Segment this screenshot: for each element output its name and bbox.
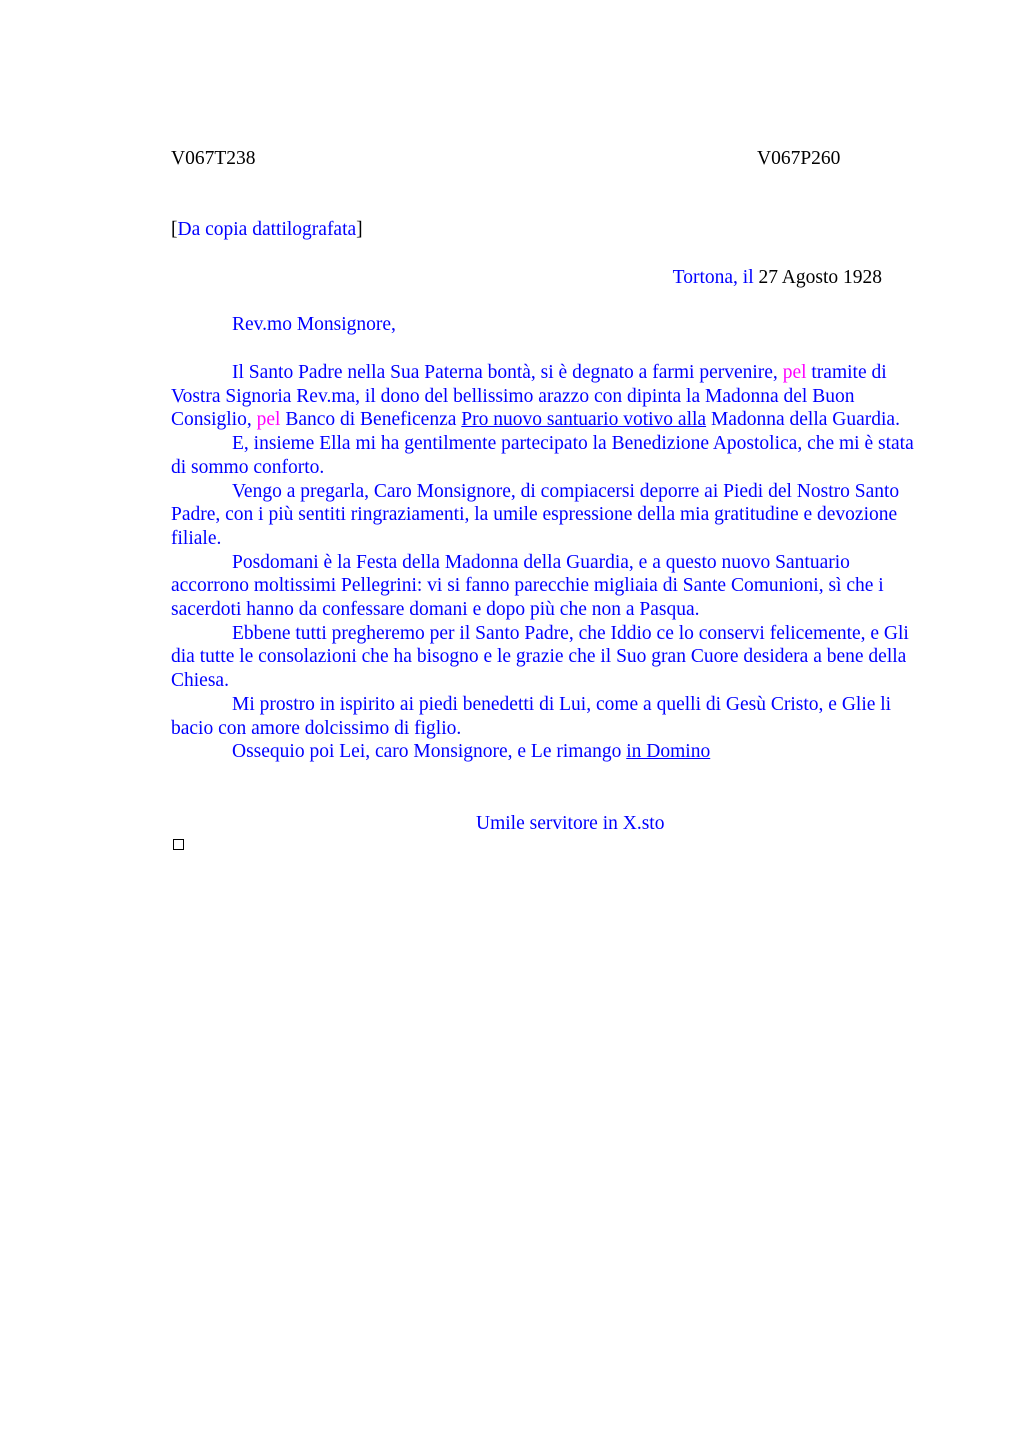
variant-word-pel-1: pel bbox=[782, 362, 807, 383]
paragraph-1-part-b: tramite di Vostra Signoria Rev.ma, il dono del bellissimo arazzo con dipinta la Madonna del Buon Consiglio, bbox=[171, 362, 887, 431]
paragraph-1-part-a: Il Santo Padre nella Sua Paterna bontà, si è degnato a farmi pervenire, bbox=[232, 362, 783, 383]
paragraph-4: Posdomani è la Festa della Madonna della Guardia, e a questo nuovo Santuario accorrono moltissimi Pellegrini: vi si fanno parecchie migliaia di Sante Comunioni, sì che i sacerdoti hanno da confessare domani e dopo più che non a Pasqua. bbox=[171, 551, 884, 621]
letter-body bbox=[171, 361, 929, 764]
paragraph-5: Ebbene tutti pregheremo per il Santo Padre, che Iddio ce lo conservi felicemente, e Gli dia tutte le consolazioni che ha bisogno e le grazie che il Suo gran Cuore desidera a bene della Chiesa. bbox=[171, 622, 909, 692]
date-line bbox=[673, 266, 882, 290]
paragraph-7 bbox=[171, 740, 929, 764]
source-note-open-bracket: [ bbox=[171, 219, 178, 240]
document-code-right: V067P260 bbox=[757, 148, 841, 169]
paragraph-1-part-d: Madonna della Guardia. bbox=[706, 409, 900, 431]
paragraph-1-part-c: Banco di Beneficenza bbox=[280, 409, 462, 431]
source-note-text: Da copia dattilografata bbox=[177, 219, 357, 240]
end-of-document-square-icon bbox=[173, 839, 184, 850]
paragraph-7-part-a: Ossequio poi Lei, caro Monsignore, e Le rimango bbox=[232, 741, 627, 763]
salutation: Rev.mo Monsignore, bbox=[232, 314, 396, 335]
underlined-phrase-santuario: Pro nuovo santuario votivo alla bbox=[461, 409, 707, 431]
paragraph-3: Vengo a pregarla, Caro Monsignore, di compiacersi deporre ai Piedi del Nostro Santo Padre, con i più sentiti ringraziamenti, la umile espressione della mia gratitudine e devozione filiale. bbox=[171, 480, 900, 549]
document-code-left: V067T238 bbox=[171, 148, 256, 169]
paragraph-6: Mi prostro in ispirito ai piedi benedetti di Lui, come a quelli di Gesù Cristo, e Glie li bacio con amore dolcissimo di figlio. bbox=[171, 693, 892, 739]
closing-signature: Umile servitore in X.sto bbox=[476, 813, 665, 834]
date-place: Tortona, il bbox=[672, 267, 754, 288]
date-value: 27 Agosto 1928 bbox=[753, 267, 882, 288]
variant-word-pel-2: pel bbox=[256, 409, 281, 431]
source-note bbox=[171, 218, 363, 242]
paragraph-1 bbox=[171, 361, 929, 432]
source-note-close-bracket: ] bbox=[356, 219, 363, 240]
paragraph-2: E, insieme Ella mi ha gentilmente partecipato la Benedizione Apostolica, che mi è stata di sommo conforto. bbox=[171, 433, 914, 478]
underlined-phrase-in-domino: in Domino bbox=[626, 741, 711, 763]
